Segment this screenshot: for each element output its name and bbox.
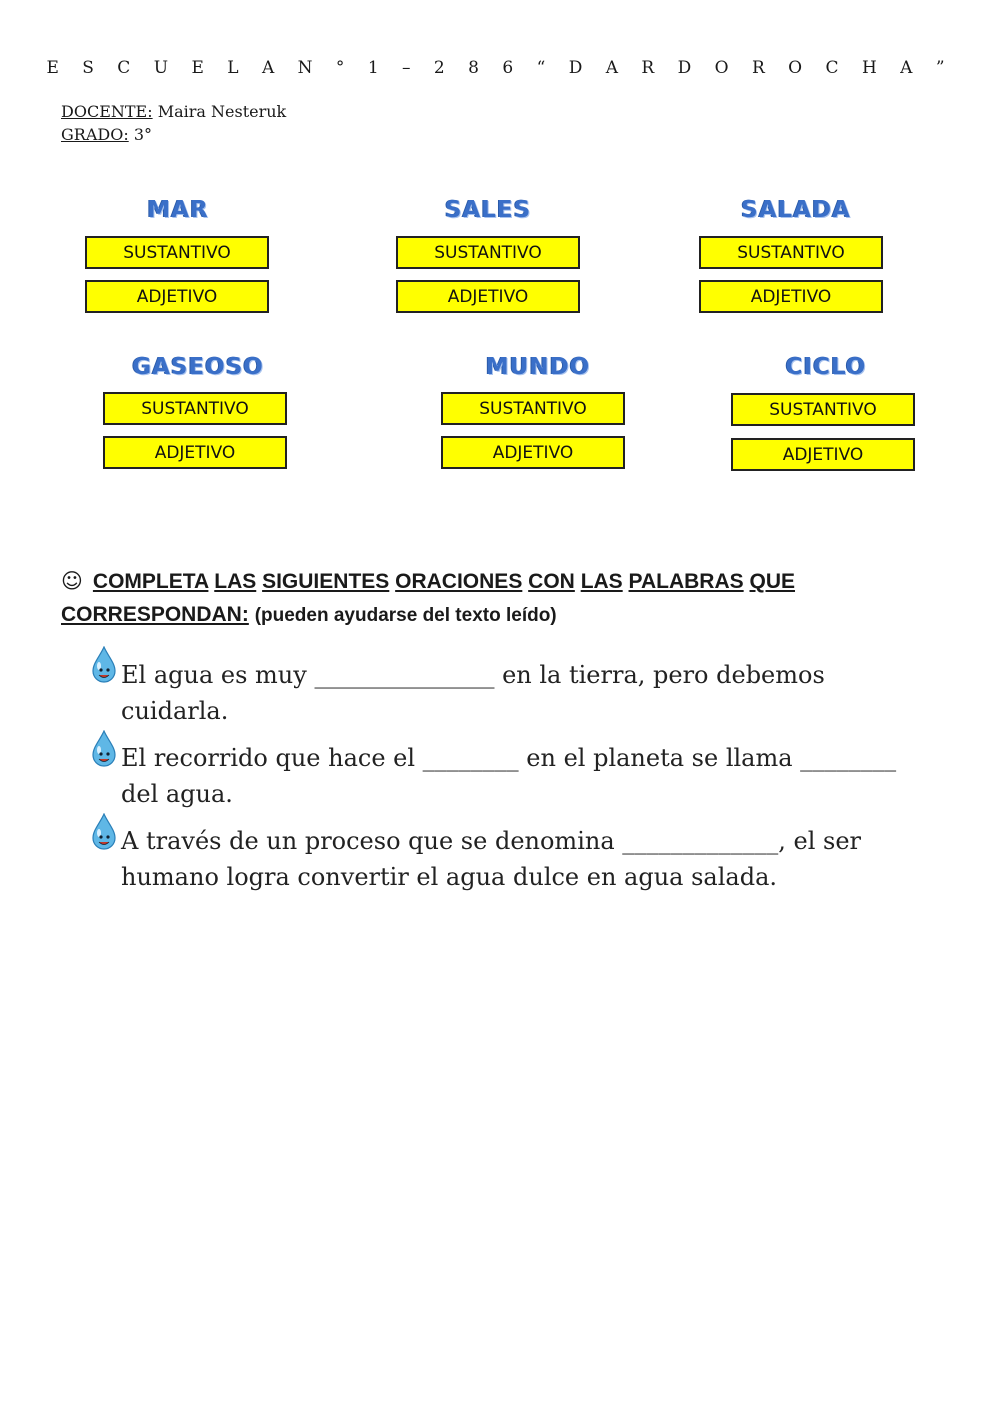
instruction-word: SIGUIENTES [262, 570, 390, 593]
smiley-icon: ☺ [61, 569, 83, 593]
sentence-1: El agua es muy _______________ en la tierra, pero debemos cuidarla. [121, 661, 825, 725]
word-salada: SALADA [741, 197, 851, 223]
word-sales: SALES [444, 197, 532, 223]
grade-value: 3° [133, 125, 152, 144]
option-mar-sustantivo[interactable]: SUSTANTIVO [85, 236, 269, 269]
sentence-2: El recorrido que hace el ________ en el planeta se llama ________ del agua. [121, 744, 897, 808]
instruction-word: PALABRAS [628, 570, 744, 593]
teacher-label: DOCENTE: [61, 102, 153, 121]
option-mundo-sustantivo[interactable]: SUSTANTIVO [441, 392, 625, 425]
option-mundo-adjetivo[interactable]: ADJETIVO [441, 436, 625, 469]
option-ciclo-adjetivo[interactable]: ADJETIVO [731, 438, 915, 471]
word-mar: MAR [147, 197, 209, 223]
water-drop-icon [90, 813, 118, 851]
school-title: E S C U E L A N ° 1 – 2 8 6 “ D A R D O R O C H A ” [46, 58, 954, 78]
grade-label: GRADO: [61, 125, 129, 144]
option-ciclo-sustantivo[interactable]: SUSTANTIVO [731, 393, 915, 426]
word-ciclo: CICLO [785, 354, 867, 380]
instruction [61, 565, 941, 632]
option-gaseoso-sustantivo[interactable]: SUSTANTIVO [103, 392, 287, 425]
word-mundo: MUNDO [485, 354, 591, 380]
teacher-name: Maira Nesteruk [157, 102, 287, 121]
instruction-word: LAS [214, 570, 257, 593]
option-sales-sustantivo[interactable]: SUSTANTIVO [396, 236, 580, 269]
teacher-line [61, 102, 286, 121]
instruction-word: LAS [580, 570, 623, 593]
water-drop-icon [90, 730, 118, 768]
word-gaseoso: GASEOSO [132, 354, 264, 380]
instruction-word: CORRESPONDAN: [61, 603, 249, 626]
instruction-note: (pueden ayudarse del texto leído) [254, 605, 557, 626]
option-gaseoso-adjetivo[interactable]: ADJETIVO [103, 436, 287, 469]
instruction-word: COMPLETA [92, 570, 209, 593]
grade-line [61, 125, 152, 144]
instruction-word: QUE [749, 570, 796, 593]
option-sales-adjetivo[interactable]: ADJETIVO [396, 280, 580, 313]
instruction-word: CON [528, 570, 575, 593]
option-salada-adjetivo[interactable]: ADJETIVO [699, 280, 883, 313]
sentence-3: A través de un proceso que se denomina _____________, el ser humano logra convertir el agua dulce en agua salada. [121, 827, 862, 891]
water-drop-icon [90, 646, 118, 684]
instruction-word: ORACIONES [395, 570, 523, 593]
option-mar-adjetivo[interactable]: ADJETIVO [85, 280, 269, 313]
option-salada-sustantivo[interactable]: SUSTANTIVO [699, 236, 883, 269]
